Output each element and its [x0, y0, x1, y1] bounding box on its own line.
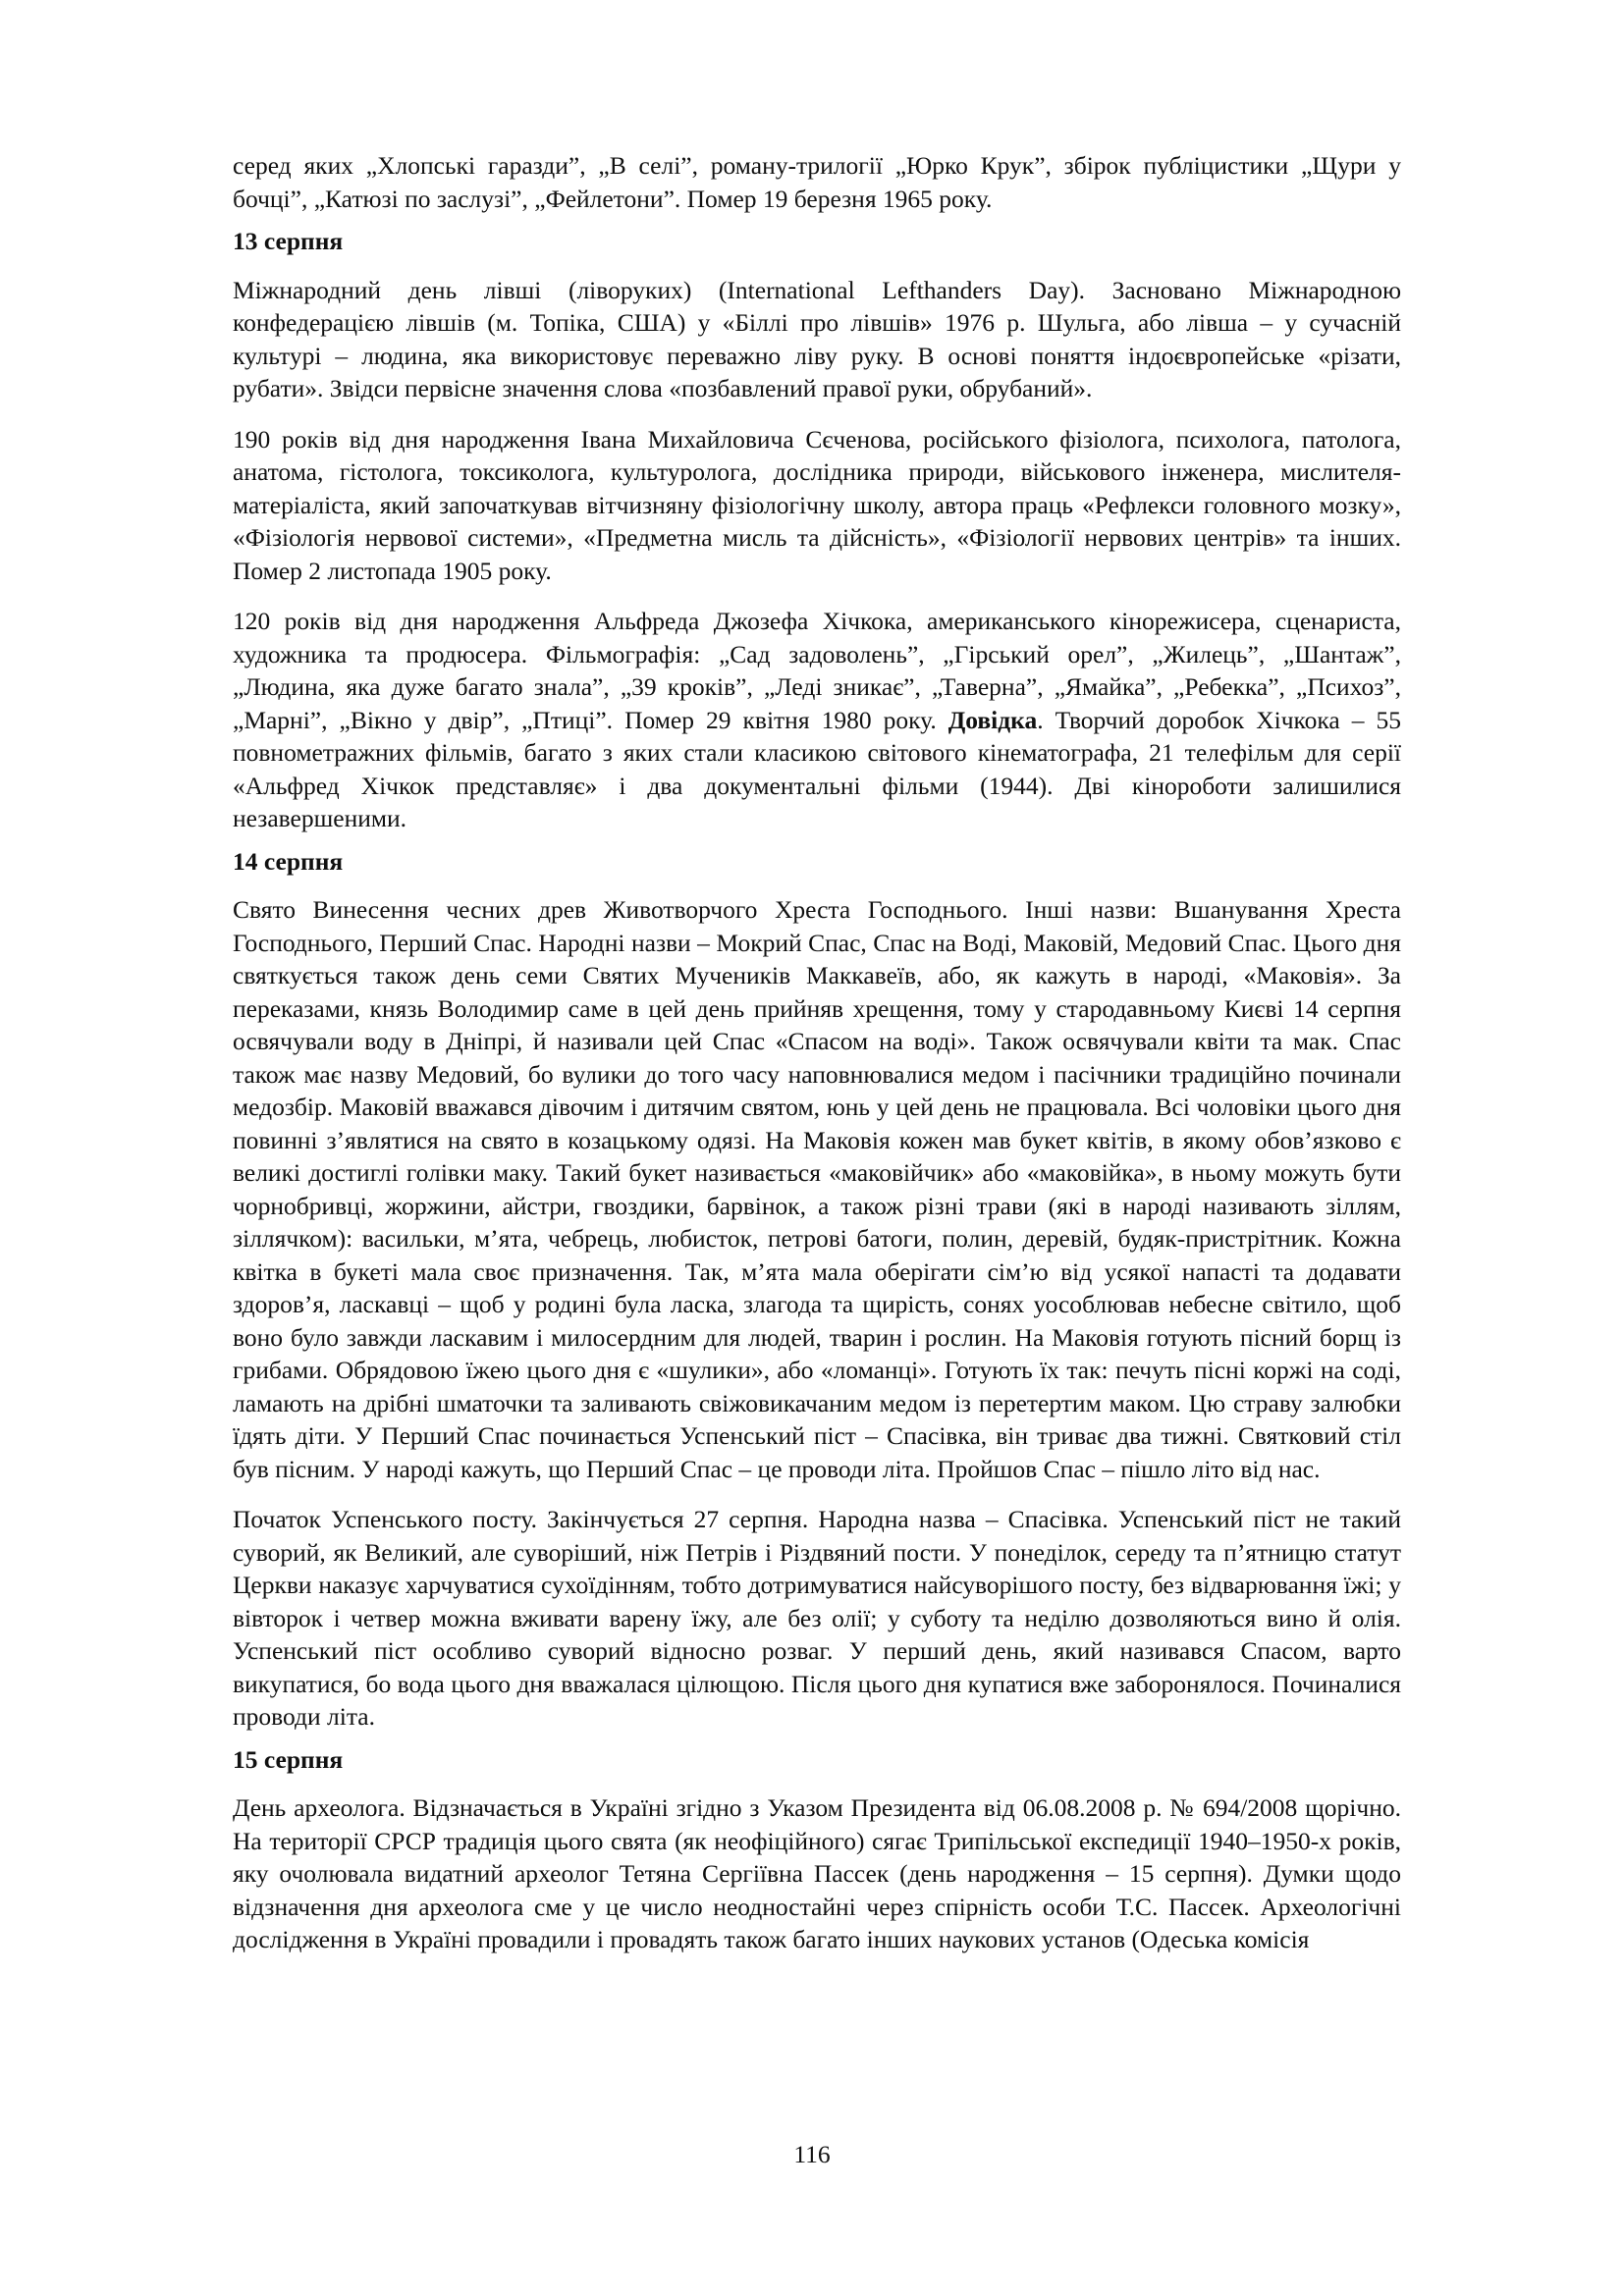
reference-label: Довідка [947, 705, 1038, 734]
hitchcock-paragraph [233, 605, 1401, 835]
hitchcock-reference-text: . Творчий доробок Хічкока – 55 повнометражних фільмів, багато з яких стали класикою світового кінематографа, 21 телефільм для серії «Альфред Хічкок представляє» і два документальні фільми (1944). Дві кінороботи залишилися незавершеними. [233, 705, 1401, 832]
archaeologist-day-paragraph: День археолога. Відзначається в Україні згідно з Указом Президента від 06.08.2008 р. № 694/2008 щорічно. На території СРСР традиція цього свята (як неофіційного) сягає Трипільської експедиції 1940–1950-х років, яку очолювала видатний археолог Тетяна Сергіївна Пассек (день народження – 15 серпня). Думки щодо відзначення дня археолога сме у це число неодностайні через спірність особи Т.С. Пассек. Археологічні дослідження в Україні провадили і провадять також багато інших наукових установ (Одеська комісія [233, 1793, 1401, 1953]
date-heading-aug-15: 15 серпня [233, 1744, 344, 1774]
intro-paragraph: серед яких „Хлопські гаразди”, „В селі”, роману-трилогії „Юрко Крук”, збірок публіцистики „Щури у бочці”, „Катюзі по заслузі”, „Фейлетони”. Помер 19 березня 1965 року. [233, 151, 1401, 213]
sechenov-paragraph: 190 років від дня народження Івана Михайловича Сєченова, російського фізіолога, психолога, патолога, анатома, гістолога, токсиколога, культуролога, дослідника природи, військового інженера, мислителя-матеріаліста, який започаткував вітчизняну фізіологічну школу, автора праць «Рефлекси головного мозку», «Фізіологія нервової системи», «Предметна мисль та дійсність», «Фізіології нервових центрів» та інших. Помер 2 листопада 1905 року. [233, 424, 1401, 585]
date-heading-aug-14: 14 серпня [233, 846, 344, 876]
dormition-fast-paragraph: Початок Успенського посту. Закінчується 27 серпня. Народна назва – Спасівка. Успенський піст не такий суворий, як Великий, але суворіший, ніж Петрів і Різдвяний пости. У понеділок, середу та п’ятницю статут Церкви наказує харчуватися сухоїдінням, тобто дотримуватися найсуворішого посту, без відварювання їжі; у вівторок і четвер можна вживати варену їжу, але без олії; у суботу та неділю дозволяються вино й олія. Успенський піст особливо суворий відносно розваг. У перший день, який називався Спасом, варто викупатися, бо вода цього дня вважалася цілющою. Після цього дня купатися вже заборонялося. Починалися проводи літа. [233, 1505, 1401, 1731]
page-number: 116 [793, 2140, 831, 2168]
page-content [233, 149, 1401, 1974]
first-savior-feast-paragraph: Свято Винесення чесних древ Животворчого Хреста Господнього. Інші назви: Вшанування Хреста Господнього, Перший Спас. Народні назви – Мокрий Спас, Спас на Воді, Маковій, Медовий Спас. Цього дня святкується також день семи Святих Мучеників Маккавеїв, або, як кажуть в народі, «Маковія». За переказами, князь Володимир саме в цей день прийняв хрещення, тому у стародавньому Києві 14 серпня освячували воду в Дніпрі, й називали цей Спас «Спасом на воді». Також освячували квіти та мак. Спас також має назву Медовий, бо вулики до того часу наповнювалися медом і пасічники традиційно починали медозбір. Маковій вважався дівочим і дитячим святом, юнь у цей день не працювала. Всі чоловіки цього дня повинні з’являтися на свято в козацькому одязі. На Маковія кожен мав букет квітів, в якому обов’язково є великі достиглі голівки маку. Такий букет називається «маковійчик» або «маковійка», в ньому можуть бути чорнобривці, жоржини, айстри, гвоздики, барвінок, а також різні трави (які в народі називають зіллям, зіллячком): васильки, м’ята, чебрець, любисток, петрові батоги, полин, деревій, будяк-пристрітник. Кожна квітка в букеті мала своє призначення. Так, м’ята мала оберігати сім’ю від усякої напасті та додавати здоров’я, ласкавці – щоб у родині була ласка, злагода та щирість, сонях уособлював небесне світило, щоб воно було завжди ласкавим і милосердним для людей, тварин і рослин. На Маковія готують пісний борщ із грибами. Обрядовою їжею цього дня є «шулики», або «ломанці». Готують їх так: печуть пісні коржі на соді, ламають на дрібні шматочки та заливають свіжовикачаним медом із перетертим маком. Цю страву залюбки їдять діти. У Перший Спас починається Успенський піст – Спасівка, він триває два тижні. Святковий стіл був пісним. У народі кажуть, що Перший Спас – це проводи літа. Пройшов Спас – пішло літо від нас. [233, 895, 1401, 1483]
lefthanders-day-paragraph: Міжнародний день лівші (ліворуких) (International Lefthanders Day). Засновано Міжнародною конфедерацією лівшів (м. Топіка, США) у «Біллі про лівшів» 1976 р. Шульга, або лівша – у сучасній культурі – людина, яка використовує переважно ліву руку. В основі поняття індоєвропейське «різати, рубати». Звідси первісне значення слова «позбавлений правої руки, обрубаний». [233, 275, 1401, 402]
hitchcock-text: 120 років від дня народження Альфреда Джозефа Хічкока, американського кінорежисера, сценариста, художника та продюсера. Фільмографія: „Сад задоволень”, „Гірський орел”, „Жилець”, „Шантаж”, „Людина, яка дуже багато знала”, „39 кроків”, „Леді зникає”, „Таверна”, „Ямайка”, „Ребекка”, „Психоз”, „Марні”, „Вікно у двір”, „Птиці”. Помер 29 квітня 1980 року. [233, 607, 1401, 734]
date-heading-aug-13: 13 серпня [233, 227, 344, 255]
